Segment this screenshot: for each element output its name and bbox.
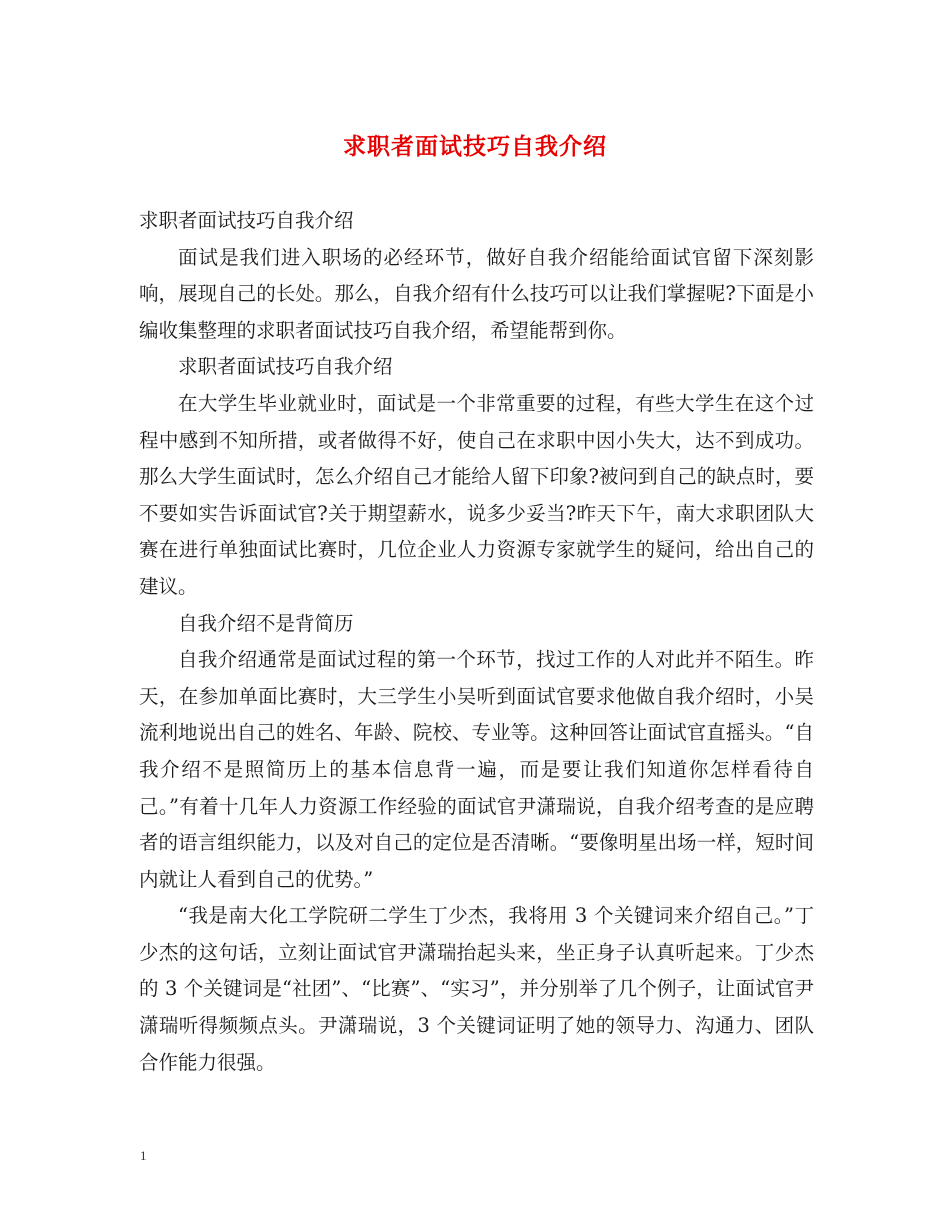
document-title: 求职者面试技巧自我介绍	[343, 133, 607, 160]
paragraph: “我是南大化工学院研二学生丁少杰，我将用 3 个关键词来介绍自己。”丁少杰的这句话，立刻让面试官尹潇瑞抬起头来，坐正身子认真听起来。丁少杰的 3 个关键词是“社团”、“比赛”、“实习”，并分别举了几个例子，让面试官尹潇瑞听得频频点头。尹潇瑞说，3 个关键词证明了她的领导力、沟通力、团队合作能力很强。	[139, 904, 814, 1074]
paragraph: 在大学生毕业就业时，面试是一个非常重要的过程，有些大学生在这个过程中感到不知所措，或者做得不好，使自己在求职中因小失大，达不到成功。那么大学生面试时，怎么介绍自己才能给人留下印象?被问到自己的缺点时，要不要如实告诉面试官?关于期望薪水，说多少妥当?昨天下午，南大求职团队大赛在进行单独面试比赛时，几位企业人力资源专家就学生的疑问，给出自己的建议。	[139, 391, 814, 598]
paragraph: 自我介绍通常是面试过程的第一个环节，找过工作的人对此并不陌生。昨天，在参加单面比赛时，大三学生小吴听到面试官要求他做自我介绍时，小吴流利地说出自己的姓名、年龄、院校、专业等。这种回答让面试官直摇头。“自我介绍不是照简历上的基本信息背一遍，而是要让我们知道你怎样看待自己。”有着十几年人力资源工作经验的面试官尹潇瑞说，自我介绍考查的是应聘者的语言组织能力，以及对自己的定位是否清晰。“要像明星出场一样，短时间内就让人看到自己的优势。”	[139, 648, 814, 891]
paragraph: 面试是我们进入职场的必经环节，做好自我介绍能给面试官留下深刻影响，展现自己的长处。那么，自我介绍有什么技巧可以让我们掌握呢?下面是小编收集整理的求职者面试技巧自我介绍，希望能帮到你。	[139, 245, 814, 342]
section-heading: 求职者面试技巧自我介绍	[178, 355, 393, 379]
document-body	[139, 203, 814, 1081]
page-number: 1	[140, 1148, 147, 1163]
section-heading: 自我介绍不是背简历	[178, 611, 354, 635]
paragraph: 求职者面试技巧自我介绍	[139, 209, 354, 232]
